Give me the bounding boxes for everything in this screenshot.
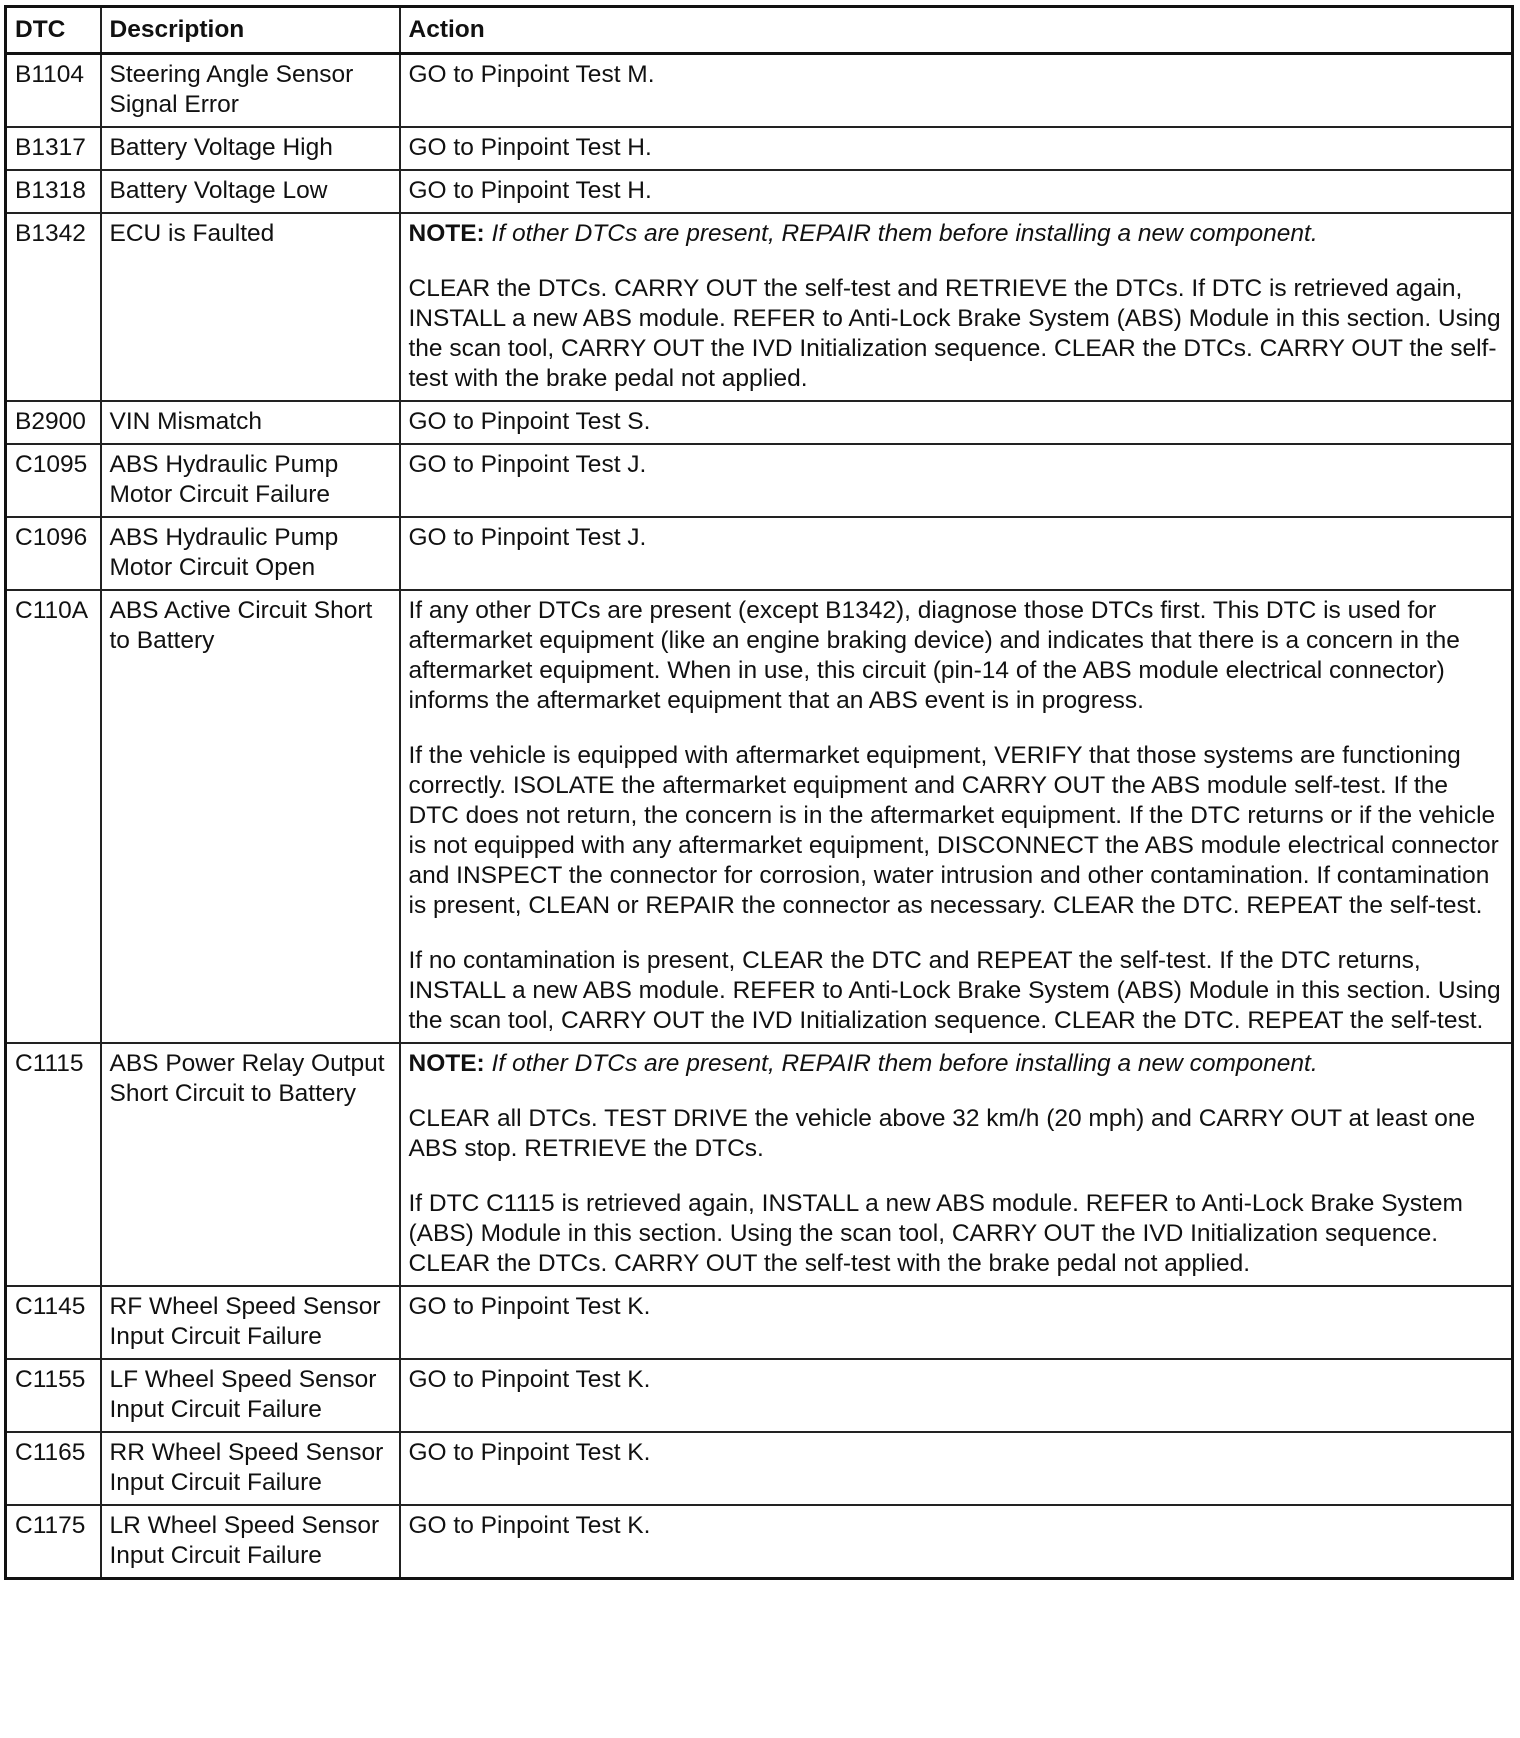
action-paragraph: GO to Pinpoint Test K. [408, 1439, 651, 1466]
dtc-action [400, 1043, 1513, 1286]
dtc-description: ABS Hydraulic Pump Motor Circuit Failure [101, 444, 400, 517]
dtc-code: C1155 [6, 1359, 101, 1432]
dtc-code: C1096 [6, 517, 101, 590]
action-paragraph: If any other DTCs are present (except B1342), diagnose those DTCs first. This DTC is used for aftermarket equipment (like an engine braking device) and indicates that there is a concern in the aftermarket equipment. When in use, this circuit (pin-14 of the ABS module electrical connector) informs the aftermarket equipment that an ABS event is in progress. [408, 597, 1460, 714]
table-row [6, 1359, 1513, 1432]
action-paragraph: GO to Pinpoint Test J. [408, 524, 647, 551]
dtc-code: C1175 [6, 1505, 101, 1579]
table-row [6, 517, 1513, 590]
header-dtc: DTC [6, 7, 101, 54]
dtc-code: C110A [6, 590, 101, 1043]
action-note [409, 219, 1505, 249]
action-paragraph: GO to Pinpoint Test K. [408, 1293, 651, 1320]
table-row [6, 1505, 1513, 1579]
action-paragraph: If no contamination is present, CLEAR the DTC and REPEAT the self-test. If the DTC returns, INSTALL a new ABS module. REFER to Anti-Lock Brake System (ABS) Module in this section. Using the scan tool, CARRY OUT the IVD Initialization sequence. CLEAR the DTC. REPEAT the self-test. [408, 947, 1501, 1034]
dtc-description: LF Wheel Speed Sensor Input Circuit Failure [101, 1359, 400, 1432]
action-paragraph: GO to Pinpoint Test S. [408, 408, 651, 435]
dtc-action [400, 127, 1513, 170]
table-body [6, 54, 1513, 1579]
dtc-code: B1104 [6, 54, 101, 128]
dtc-code: B2900 [6, 401, 101, 444]
action-paragraph: CLEAR the DTCs. CARRY OUT the self-test and RETRIEVE the DTCs. If DTC is retrieved again, INSTALL a new ABS module. REFER to Anti-Lock Brake System (ABS) Module in this section. Using the scan tool, CARRY OUT the IVD Initialization sequence. CLEAR the DTCs. CARRY OUT the self-test with the brake pedal not applied. [408, 275, 1501, 392]
action-note [409, 1049, 1505, 1079]
action-paragraph: CLEAR all DTCs. TEST DRIVE the vehicle above 32 km/h (20 mph) and CARRY OUT at least one ABS stop. RETRIEVE the DTCs. [408, 1105, 1476, 1162]
action-paragraph: GO to Pinpoint Test J. [408, 451, 647, 478]
dtc-code: C1165 [6, 1432, 101, 1505]
dtc-code: C1145 [6, 1286, 101, 1359]
dtc-action [400, 170, 1513, 213]
table-row [6, 1043, 1513, 1286]
action-paragraph: GO to Pinpoint Test K. [408, 1512, 651, 1539]
table-header-row [6, 7, 1513, 54]
dtc-code: B1342 [6, 213, 101, 401]
dtc-action [400, 401, 1513, 444]
dtc-description: ABS Active Circuit Short to Battery [101, 590, 400, 1043]
action-paragraph: If the vehicle is equipped with aftermarket equipment, VERIFY that those systems are functioning correctly. ISOLATE the aftermarket equipment and CARRY OUT the ABS module self-test. If the DTC does not return, the concern is in the aftermarket equipment. If the DTC returns or if the vehicle is not equipped with any aftermarket equipment, DISCONNECT the ABS module electrical connector and INSPECT the connector for corrosion, water intrusion and other contamination. If contamination is present, CLEAN or REPAIR the connector as necessary. CLEAR the DTC. REPEAT the self-test. [408, 742, 1499, 919]
note-text: If other DTCs are present, REPAIR them before installing a new component. [491, 1050, 1318, 1077]
dtc-code: B1317 [6, 127, 101, 170]
note-label: NOTE: [408, 220, 485, 247]
dtc-action [400, 1359, 1513, 1432]
action-paragraph: GO to Pinpoint Test H. [408, 134, 652, 161]
dtc-action [400, 517, 1513, 590]
header-description: Description [101, 7, 400, 54]
dtc-code: C1095 [6, 444, 101, 517]
dtc-action [400, 213, 1513, 401]
dtc-action [400, 54, 1513, 128]
header-action: Action [400, 7, 1513, 54]
dtc-code: C1115 [6, 1043, 101, 1286]
dtc-code: B1318 [6, 170, 101, 213]
table-row [6, 213, 1513, 401]
table-row [6, 54, 1513, 128]
dtc-description: Battery Voltage High [101, 127, 400, 170]
dtc-description: VIN Mismatch [101, 401, 400, 444]
dtc-action [400, 1432, 1513, 1505]
action-paragraph: GO to Pinpoint Test M. [408, 61, 655, 88]
table-row [6, 1286, 1513, 1359]
table-row [6, 401, 1513, 444]
table-row [6, 444, 1513, 517]
dtc-description: ECU is Faulted [101, 213, 400, 401]
note-text: If other DTCs are present, REPAIR them before installing a new component. [491, 220, 1318, 247]
dtc-description: ABS Hydraulic Pump Motor Circuit Open [101, 517, 400, 590]
action-paragraph: GO to Pinpoint Test H. [408, 177, 652, 204]
dtc-description: RR Wheel Speed Sensor Input Circuit Failure [101, 1432, 400, 1505]
dtc-action [400, 1505, 1513, 1579]
table-row [6, 1432, 1513, 1505]
dtc-description: LR Wheel Speed Sensor Input Circuit Failure [101, 1505, 400, 1579]
action-paragraph: If DTC C1115 is retrieved again, INSTALL a new ABS module. REFER to Anti-Lock Brake System (ABS) Module in this section. Using the scan tool, CARRY OUT the IVD Initialization sequence. CLEAR the DTCs. CARRY OUT the self-test with the brake pedal not applied. [408, 1190, 1463, 1277]
table-row [6, 170, 1513, 213]
dtc-action [400, 590, 1513, 1043]
dtc-description: Steering Angle Sensor Signal Error [101, 54, 400, 128]
dtc-action [400, 1286, 1513, 1359]
dtc-action [400, 444, 1513, 517]
dtc-description: Battery Voltage Low [101, 170, 400, 213]
dtc-description: ABS Power Relay Output Short Circuit to Battery [101, 1043, 400, 1286]
action-paragraph: GO to Pinpoint Test K. [408, 1366, 651, 1393]
dtc-description: RF Wheel Speed Sensor Input Circuit Failure [101, 1286, 400, 1359]
dtc-table [4, 5, 1514, 1580]
note-label: NOTE: [408, 1050, 485, 1077]
table-row [6, 590, 1513, 1043]
table-row [6, 127, 1513, 170]
